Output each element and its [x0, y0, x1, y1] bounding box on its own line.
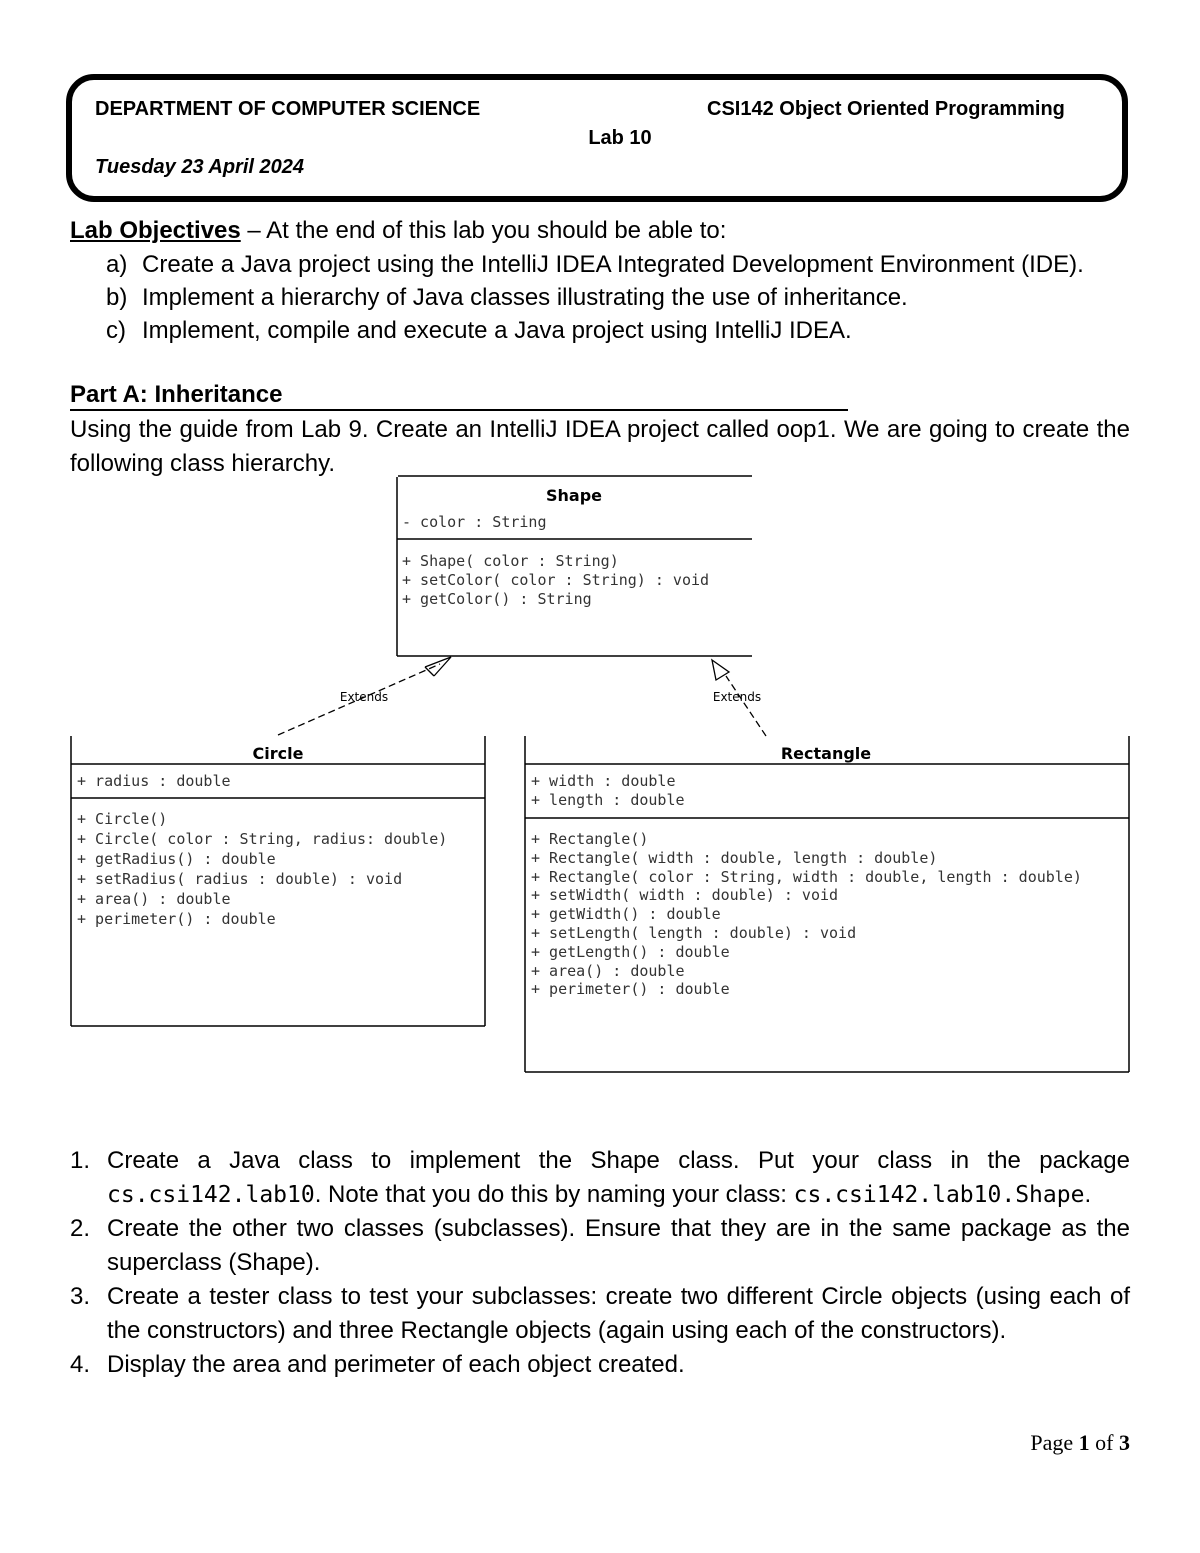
- rectangle-class-name: Rectangle: [780, 744, 872, 763]
- task-text: Create the other two classes (subclasses). Ensure that they are in the same package as the superclass (Shape).: [107, 1215, 1130, 1276]
- objective-text: Implement, compile and execute a Java project using IntelliJ IDEA.: [142, 317, 852, 344]
- class-name-code: cs.csi142.lab10.Shape: [793, 1182, 1085, 1208]
- lab-number: Lab 10: [588, 127, 652, 149]
- task-list: [70, 1144, 1130, 1382]
- page-word: Page: [1030, 1430, 1079, 1455]
- rectangle-method: + setLength( length : double) : void: [531, 924, 857, 942]
- circle-method: + perimeter() : double: [77, 910, 276, 928]
- rectangle-class-box: [525, 736, 1129, 1072]
- circle-method: + Circle(): [77, 810, 168, 828]
- shape-attribute: - color : String: [402, 513, 547, 531]
- objective-text: Create a Java project using the IntelliJ IDEA Integrated Development Environment (IDE).: [142, 251, 1084, 278]
- of-word: of: [1089, 1430, 1119, 1455]
- objective-marker: c): [106, 317, 126, 344]
- rectangle-extends-arrow: [712, 660, 766, 736]
- task-text: Create a tester class to test your subclasses: create two different Circle objects (using each of the constructors) and three Rectangle objects (again using each of the constructors).: [107, 1283, 1130, 1344]
- circle-attribute: + radius : double: [77, 772, 231, 790]
- rectangle-attribute: + width : double: [531, 772, 676, 790]
- rectangle-method: + getWidth() : double: [531, 905, 721, 923]
- objectives-list: [106, 248, 1130, 347]
- rectangle-extends-label: Extends: [712, 690, 762, 704]
- shape-method: + getColor() : String: [402, 590, 592, 608]
- task-text: . Note that you do this by naming your class:: [314, 1181, 794, 1208]
- circle-extends-label: Extends: [339, 690, 389, 704]
- objective-item: [106, 248, 1130, 281]
- objective-marker: a): [106, 251, 128, 278]
- page-footer: [1030, 1430, 1130, 1456]
- rectangle-method: + Rectangle( color : String, width : double, length : double): [531, 868, 1082, 886]
- shape-method: + Shape( color : String): [402, 552, 619, 570]
- task-text: Display the area and perimeter of each object created.: [107, 1351, 685, 1378]
- department-name: DEPARTMENT OF COMPUTER SCIENCE: [95, 98, 481, 120]
- circle-class-box: [71, 736, 485, 1026]
- course-title: CSI142 Object Oriented Programming: [707, 98, 1065, 120]
- circle-method: + area() : double: [77, 890, 231, 908]
- objective-item: [106, 314, 1130, 347]
- shape-method: + setColor( color : String) : void: [402, 571, 710, 589]
- shape-class-box: [397, 477, 752, 656]
- task-number: 3.: [70, 1283, 91, 1310]
- rectangle-method: + Rectangle( width : double, length : double): [531, 849, 938, 867]
- task-text: Create a Java class to implement the Shape class. Put your class in the package: [107, 1147, 1130, 1174]
- task-number: 1.: [70, 1147, 91, 1174]
- rectangle-method: + perimeter() : double: [531, 980, 730, 998]
- task-number: 4.: [70, 1351, 91, 1378]
- task-number: 2.: [70, 1215, 91, 1242]
- objective-text: Implement a hierarchy of Java classes illustrating the use of inheritance.: [142, 284, 908, 311]
- lab-date: Tuesday 23 April 2024: [95, 156, 305, 178]
- circle-method: + setRadius( radius : double) : void: [77, 870, 403, 888]
- rectangle-method: + getLength() : double: [531, 943, 730, 961]
- package-name-code: cs.csi142.lab10: [107, 1182, 315, 1208]
- circle-method: + getRadius() : double: [77, 850, 276, 868]
- circle-extends-arrow: [278, 657, 451, 735]
- task-item: [70, 1348, 1130, 1382]
- uml-class-diagram: [0, 470, 1200, 1080]
- rectangle-attribute: + length : double: [531, 791, 685, 809]
- objectives-intro-text: – At the end of this lab you should be able to:: [240, 217, 727, 244]
- objective-item: [106, 281, 1130, 314]
- task-item: [70, 1280, 1130, 1348]
- objectives-heading: Lab Objectives: [70, 217, 241, 244]
- shape-class-name: Shape: [545, 486, 603, 505]
- circle-method: + Circle( color : String, radius: double): [77, 830, 448, 848]
- task-text: .: [1084, 1181, 1092, 1208]
- task-item: [70, 1212, 1130, 1280]
- objectives-intro: [70, 214, 1130, 247]
- objective-marker: b): [106, 284, 128, 311]
- task-item: [70, 1144, 1130, 1212]
- rectangle-method: + area() : double: [531, 962, 685, 980]
- page-number: 1: [1078, 1430, 1090, 1455]
- part-a-intro: Using the guide from Lab 9. Create an IntelliJ IDEA project called oop1. We are going to create the following class hierarchy.: [70, 416, 1130, 477]
- part-a-title: Part A: Inheritance: [70, 381, 848, 411]
- rectangle-method: + Rectangle(): [531, 830, 649, 848]
- rectangle-method: + setWidth( width : double) : void: [531, 886, 839, 904]
- circle-class-name: Circle: [252, 744, 304, 763]
- page-total: 3: [1119, 1430, 1130, 1455]
